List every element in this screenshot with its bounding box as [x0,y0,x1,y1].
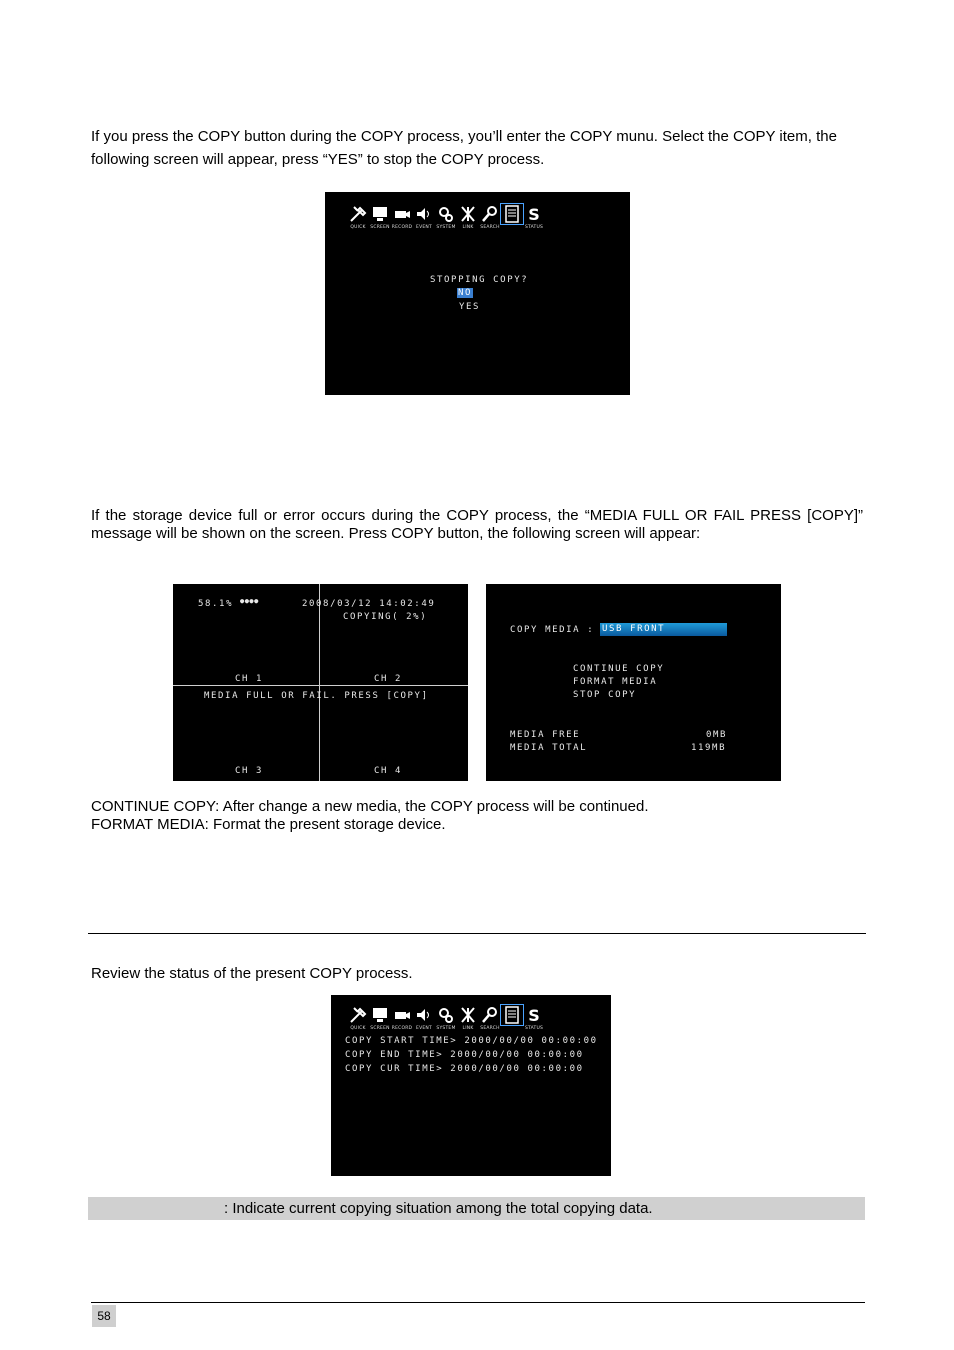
status-menu-toolbar [347,1005,545,1031]
copy-media-label: COPY MEDIA : [510,625,595,635]
menu-format-media[interactable]: FORMAT MEDIA [573,677,658,687]
media-total-value: 119MB [691,743,727,753]
gears-icon [435,204,457,224]
toolbar-item-system[interactable] [435,1005,457,1031]
page-number: 58 [92,1305,116,1327]
stopping-copy-question: STOPPING COPY? [430,275,529,285]
toolbar-item-copy[interactable] [501,1005,523,1031]
speaker-icon [413,1005,435,1025]
media-total-label: MEDIA TOTAL [510,743,588,753]
format-media-text: FORMAT MEDIA: Format the present storage device. [91,816,446,833]
toolbar-item-search[interactable] [479,204,501,230]
document-icon [501,204,523,224]
status-icon [523,1005,545,1025]
menu-continue-copy[interactable]: CONTINUE COPY [573,664,665,674]
toolbar-item-screen[interactable] [369,204,391,230]
toolbar-item-record[interactable] [391,204,413,230]
magnifier-icon [479,1005,501,1025]
review-status-text: Review the status of the present COPY process. [91,965,413,982]
continue-copy-text: CONTINUE COPY: After change a new media, the COPY process will be continued. [91,798,649,815]
toolbar-item-label: RECORD [391,1026,413,1031]
stopping-copy-screenshot [325,192,630,395]
channel-4-label: CH 4 [374,766,403,776]
quad-divider-vertical [319,584,320,781]
copy-media-screenshot [486,584,781,781]
network-icon [457,204,479,224]
date-time: 2008/03/12 14:02:49 [302,599,436,609]
copy-cur-time-row: COPY CUR TIME> 2000/00/00 00:00:00 [345,1064,584,1074]
status-icon [523,204,545,224]
channel-2-label: CH 2 [374,674,403,684]
media-full-message: MEDIA FULL OR FAIL. PRESS [COPY] [204,691,429,701]
footer-rule [91,1302,865,1303]
media-full-paragraph: If the storage device full or error occurs during the COPY process, the “MEDIA FULL OR FAIL PRESS [COPY]” message will be shown on the screen. Press COPY button, the following screen will appear: [91,507,863,542]
toolbar-item-event[interactable] [413,1005,435,1031]
toolbar-item-search[interactable] [479,1005,501,1031]
toolbar-item-label: LINK [462,1026,474,1031]
monitor-icon [369,204,391,224]
toolbar-item-label: SCREEN [370,1026,390,1031]
toolbar-item-system[interactable] [435,204,457,230]
toolbar-item-label: SEARCH [480,225,500,230]
intro-paragraph: If you press the COPY button during the COPY process, you’ll enter the COPY munu. Select the COPY item, the following screen will appear, press “YES” to stop the COPY process. [91,128,837,168]
gears-icon [435,1005,457,1025]
signal-dots: ●●●● [240,597,259,605]
svg-text:S: S [528,1006,540,1025]
toolbar-item-link[interactable] [457,204,479,230]
toolbar-item-label: EVENT [416,225,432,230]
copy-media-value: USB FRONT [602,624,666,634]
quad-divider-horizontal [173,685,468,686]
svg-text:S: S [528,205,540,224]
copying-status: COPYING( 2%) [343,612,428,622]
toolbar-item-label: QUICK [350,225,366,230]
toolbar-item-link[interactable] [457,1005,479,1031]
toolbar-item-status[interactable] [523,204,545,230]
toolbar-item-label: SYSTEM [436,1026,456,1031]
speaker-icon [413,204,435,224]
toolbar-item-label: RECORD [391,225,413,230]
toolbar-item-label: EVENT [416,1026,432,1031]
toolbar-item-label: QUICK [350,1026,366,1031]
channel-3-label: CH 3 [235,766,264,776]
toolbar-item-label: SYSTEM [436,225,456,230]
media-full-screenshot [173,584,468,781]
camera-icon [391,1005,413,1025]
toolbar-item-label: STATUS [524,1026,544,1031]
option-no[interactable]: NO [458,288,473,298]
toolbar-item-quick[interactable] [347,1005,369,1031]
toolbar-item-copy[interactable] [501,204,523,230]
copy-end-time-row: COPY END TIME> 2000/00/00 00:00:00 [345,1050,584,1060]
section-divider [88,933,866,934]
toolbar-item-record[interactable] [391,1005,413,1031]
toolbar-item-label: SCREEN [370,225,390,230]
channel-1-label: CH 1 [235,674,264,684]
media-free-label: MEDIA FREE [510,730,581,740]
menu-toolbar [347,204,545,230]
progress-percent: 58.1% [198,599,234,609]
tools-icon [347,1005,369,1025]
option-yes[interactable]: YES [459,302,481,312]
camera-icon [391,204,413,224]
toolbar-item-label: STATUS [524,225,544,230]
toolbar-item-event[interactable] [413,204,435,230]
toolbar-item-label: SEARCH [480,1026,500,1031]
copy-status-screenshot [331,995,611,1176]
toolbar-item-status[interactable] [523,1005,545,1031]
network-icon [457,1005,479,1025]
toolbar-item-label: LINK [462,225,474,230]
magnifier-icon [479,204,501,224]
menu-stop-copy[interactable]: STOP COPY [573,690,637,700]
monitor-icon [369,1005,391,1025]
caption-text: : Indicate current copying situation among the total copying data. [224,1200,653,1217]
document-icon [501,1005,523,1025]
toolbar-item-quick[interactable] [347,204,369,230]
tools-icon [347,204,369,224]
media-free-value: 0MB [706,730,728,740]
toolbar-item-screen[interactable] [369,1005,391,1031]
copy-start-time-row: COPY START TIME> 2000/00/00 00:00:00 [345,1036,598,1046]
